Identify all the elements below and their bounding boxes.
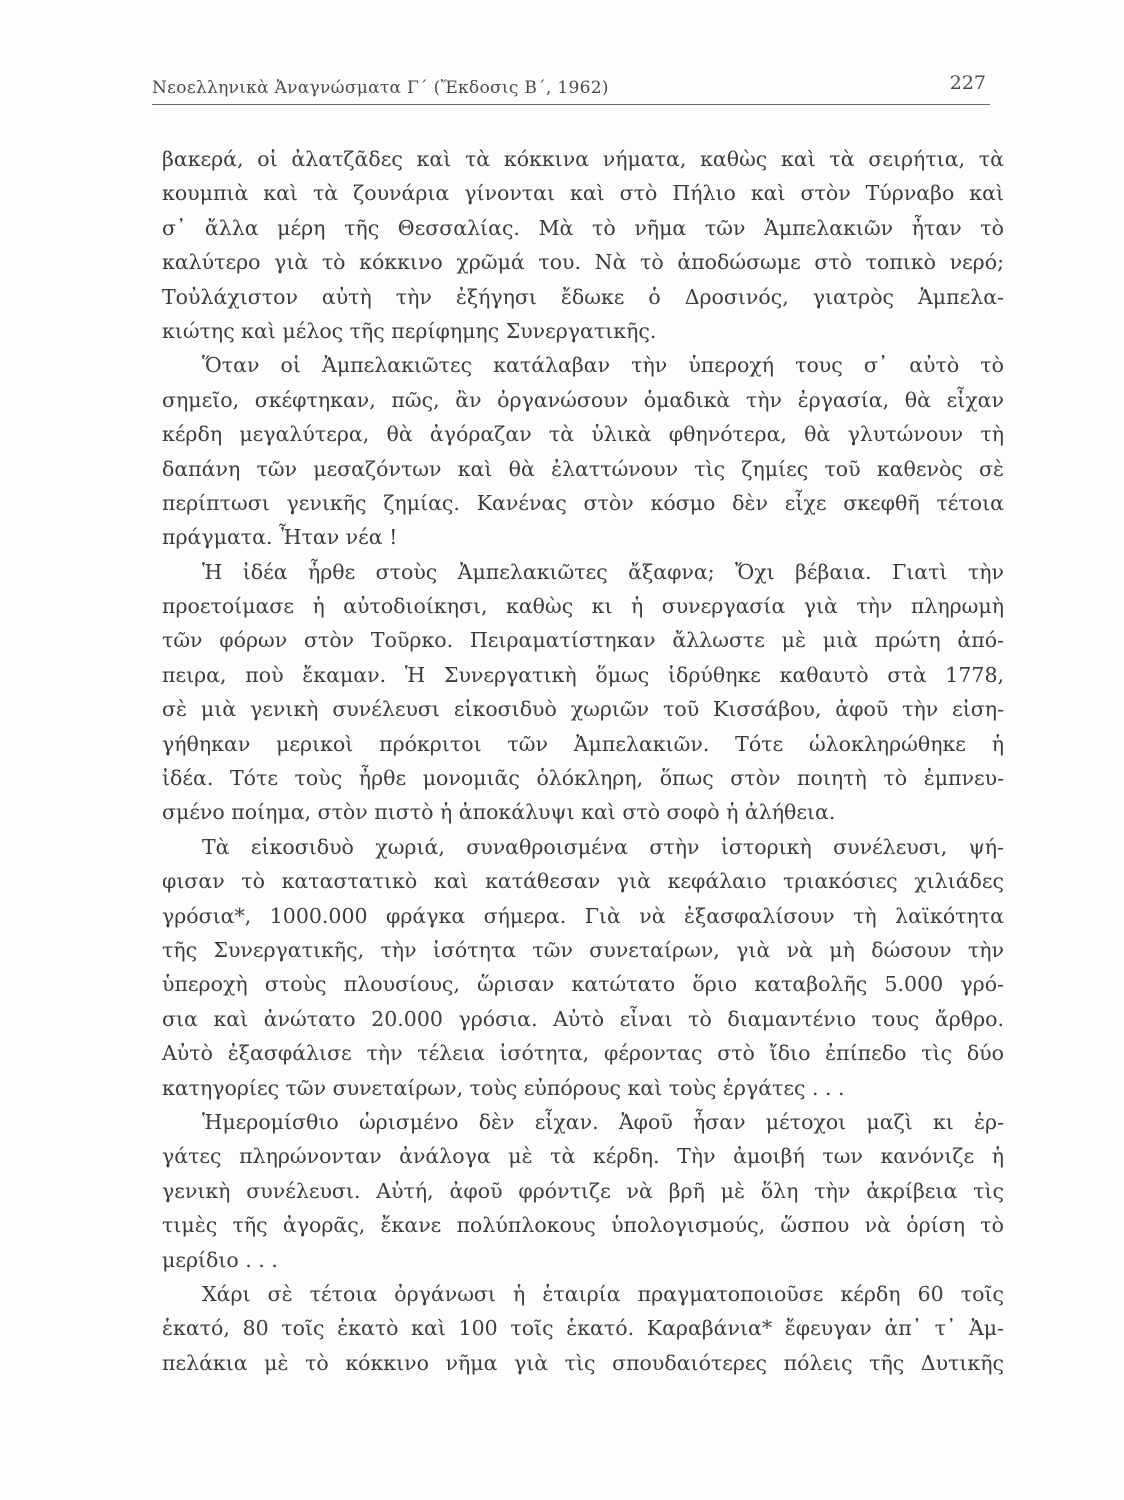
text-line: ἰδέα. Τότε τοὺς ἦρθε μονομιᾶς ὁλόκληρη, ὅπως στὸν ποιητὴ τὸ ἐμπνευ-	[162, 766, 1004, 791]
text-line: Αὐτὸ ἐξασφάλισε τὴν τέλεια ἰσότητα, φέροντας στὸ ἴδιο ἐπίπεδο τὶς δύο	[162, 1041, 1004, 1066]
text-line: πελάκια μὲ τὸ κόκκινο νῆμα γιὰ τὶς σπουδαιότερες πόλεις τῆς Δυτικῆς	[162, 1350, 1004, 1375]
header-title: Νεοελληνικὰ Ἀναγνώσματα Γ΄ (Ἔκδοσις Β΄, 1962)	[152, 78, 609, 98]
text-line: πειρα, ποὺ ἔκαμαν. Ἡ Συνεργατικὴ ὅμως ἱδρύθηκε καθαυτὸ στὰ 1778,	[162, 662, 1004, 687]
text-line: τῆς Συνεργατικῆς, τὴν ἰσότητα τῶν συνεταίρων, γιὰ νὰ μὴ δώσουν τὴν	[162, 937, 1004, 962]
header-rule	[152, 104, 990, 105]
page-number: 227	[949, 72, 986, 94]
text-line: Ἡμερομίσθιο ὡρισμένο δὲν εἶχαν. Ἀφοῦ ἦσαν μέτοχοι μαζὶ κι ἐρ-	[202, 1109, 1004, 1134]
text-line: ὑπεροχὴ στοὺς πλουσίους, ὥρισαν κατώτατο ὅριο καταβολῆς 5.000 γρό-	[162, 972, 1004, 997]
text-line: τῶν φόρων στὸν Τοῦρκο. Πειραματίστηκαν ἄλλωστε μὲ μιὰ πρώτη ἀπό-	[162, 628, 1004, 653]
text-line: βακερά, οἱ ἀλατζᾶδες καὶ τὰ κόκκινα νήματα, καθὼς καὶ τὰ σειρήτια, τὰ	[162, 147, 1004, 171]
text-line: Ἡ ἰδέα ἦρθε στοὺς Ἀμπελακιῶτες ἄξαφνα; Ὄχι βέβαια. Γιατὶ τὴν	[202, 559, 1004, 584]
text-line: τιμὲς τῆς ἀγορᾶς, ἔκανε πολύπλοκους ὑπολογισμούς, ὥσπου νὰ ὁρίση τὸ	[162, 1213, 1004, 1238]
text-line: φισαν τὸ καταστατικὸ καὶ κατάθεσαν γιὰ κεφάλαιο τριακόσιες χιλιάδες	[162, 869, 1004, 894]
text-line: γενικὴ συνέλευσι. Αὐτή, ἀφοῦ φρόντιζε νὰ βρῆ μὲ ὅλη τὴν ἀκρίβεια τὶς	[162, 1178, 1004, 1203]
text-line: δαπάνη τῶν μεσαζόντων καὶ θὰ ἐλαττώνουν τὶς ζημίες τοῦ καθενὸς σὲ	[162, 456, 1004, 481]
text-line: προετοίμασε ἡ αὐτοδιοίκησι, καθὼς κι ἡ συνεργασία γιὰ τὴν πληρωμὴ	[162, 594, 1004, 619]
text-line: σὲ μιὰ γενικὴ συνέλευσι εἰκοσιδυὸ χωριῶν τοῦ Κισσάβου, ἀφοῦ τὴν εἰση-	[162, 697, 1004, 722]
text-line: γρόσια*, 1000.000 φράγκα σήμερα. Γιὰ νὰ ἐξασφαλίσουν τὴ λαϊκότητα	[162, 903, 1004, 928]
text-line: κιώτης καὶ μέλος τῆς περίφημης Συνεργατικῆς.	[162, 318, 657, 343]
text-line: ἑκατό, 80 τοῖς ἑκατὸ καὶ 100 τοῖς ἑκατό. Καραβάνια* ἔφευγαν ἀπ᾽ τ᾽ Ἀμ-	[162, 1316, 1004, 1341]
text-line: γήθηκαν μερικοὶ πρόκριτοι τῶν Ἀμπελακιῶν. Τότε ὡλοκληρώθηκε ἡ	[162, 731, 1004, 756]
text-line: σια καὶ ἀνώτατο 20.000 γρόσια. Αὐτὸ εἶναι τὸ διαμαντένιο τους ἄρθρο.	[162, 1006, 1004, 1031]
body-text	[162, 142, 1004, 1380]
text-line: γάτες πληρώνονταν ἀνάλογα μὲ τὰ κέρδη. Τὴν ἀμοιβή των κανόνιζε ἡ	[162, 1144, 1004, 1169]
text-line: πράγματα. Ἦταν νέα !	[162, 525, 398, 550]
text-line: κουμπιὰ καὶ τὰ ζουνάρια γίνονται καὶ στὸ Πήλιο καὶ στὸν Τύρναβο καὶ	[162, 181, 1004, 206]
text-line: καλύτερο γιὰ τὸ κόκκινο χρῶμά του. Νὰ τὸ ἀποδώσωμε στὸ τοπικὸ νερό;	[162, 250, 1004, 275]
text-line: Τοὐλάχιστον αὐτὴ τὴν ἐξήγησι ἔδωκε ὁ Δροσινός, γιατρὸς Ἀμπελα-	[162, 284, 1004, 309]
text-line: σημεῖο, σκέφτηκαν, πῶς, ἂν ὀργανώσουν ὁμαδικὰ τὴν ἐργασία, θὰ εἶχαν	[162, 387, 1004, 412]
text-line: Χάρι σὲ τέτοια ὀργάνωσι ἡ ἑταιρία πραγματοποιοῦσε κέρδη 60 τοῖς	[202, 1281, 1004, 1306]
text-line: περίπτωσι γενικῆς ζημίας. Κανένας στὸν κόσμο δὲν εἶχε σκεφθῆ τέτοια	[162, 490, 1004, 515]
text-line: σμένο ποίημα, στὸν πιστὸ ἡ ἀποκάλυψι καὶ στὸ σοφὸ ἡ ἀλήθεια.	[162, 800, 836, 825]
text-line: Τὰ εἰκοσιδυὸ χωριά, συναθροισμένα στὴν ἱστορικὴ συνέλευσι, ψή-	[202, 834, 1004, 859]
text-line: κέρδη μεγαλύτερα, θὰ ἀγόραζαν τὰ ὑλικὰ φθηνότερα, θὰ γλυτώνουν τὴ	[162, 422, 1004, 447]
text-line: σ᾽ ἄλλα μέρη τῆς Θεσσαλίας. Μὰ τὸ νῆμα τῶν Ἀμπελακιῶν ἦταν τὸ	[162, 215, 1004, 240]
text-line: μερίδιο . . .	[162, 1247, 278, 1272]
text-line: Ὅταν οἱ Ἀμπελακιῶτες κατάλαβαν τὴν ὑπεροχή τους σ᾽ αὐτὸ τὸ	[202, 353, 1004, 378]
text-line: κατηγορίες τῶν συνεταίρων, τοὺς εὐπόρους καὶ τοὺς ἐργάτες . . .	[162, 1075, 845, 1100]
running-header	[152, 70, 990, 104]
